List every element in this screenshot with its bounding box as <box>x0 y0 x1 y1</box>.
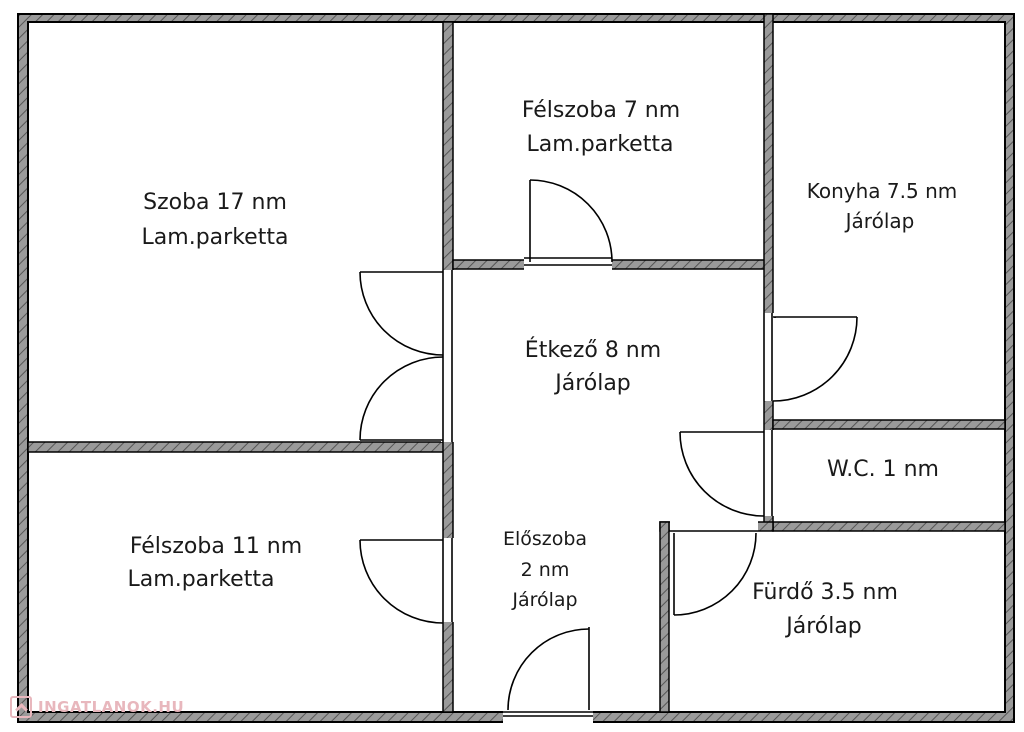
door-entrance <box>503 627 593 724</box>
room-eloszoba-name: Előszoba <box>502 528 588 550</box>
room-felszoba11-floor: Lam.parketta <box>127 567 275 592</box>
walls <box>18 14 1014 722</box>
outer-wall <box>18 14 1014 722</box>
watermark-text: INGATLANOK.HU <box>38 697 185 716</box>
room-furdo-name: Fürdő 3.5 nm <box>752 580 898 605</box>
room-felszoba7-name: Félszoba 7 nm <box>521 98 681 123</box>
room-eloszoba-floor: Járólap <box>512 589 578 611</box>
room-eloszoba-area: 2 nm <box>520 559 570 581</box>
door-konyha <box>762 313 857 401</box>
room-konyha-floor: Járólap <box>845 209 915 233</box>
door-wc <box>680 430 775 516</box>
door-szoba-upper <box>360 270 455 442</box>
house-logo-icon <box>10 696 32 718</box>
room-szoba-floor: Lam.parketta <box>141 225 289 250</box>
wall-konyha-bottom <box>773 420 1005 429</box>
wall-szoba-felszoba11 <box>28 442 446 452</box>
room-etkezo-name: Étkező 8 nm <box>524 338 662 363</box>
door-felszoba11 <box>360 538 455 623</box>
room-konyha-name: Konyha 7.5 nm <box>806 179 958 203</box>
wall-furdo-left <box>660 522 669 712</box>
room-szoba-name: Szoba 17 nm <box>143 190 287 215</box>
door-szoba-lower <box>360 357 443 440</box>
room-felszoba7-floor: Lam.parketta <box>526 132 674 157</box>
door-furdo <box>670 520 758 615</box>
room-labels <box>128 98 958 639</box>
door-felszoba7 <box>524 180 612 271</box>
room-wc-name: W.C. 1 nm <box>827 457 939 482</box>
room-felszoba11-name: Félszoba 11 nm <box>129 534 303 559</box>
watermark <box>10 693 212 720</box>
room-furdo-floor: Járólap <box>786 614 862 639</box>
wall-wc-bottom <box>773 522 1005 531</box>
room-etkezo-floor: Járólap <box>555 371 631 396</box>
